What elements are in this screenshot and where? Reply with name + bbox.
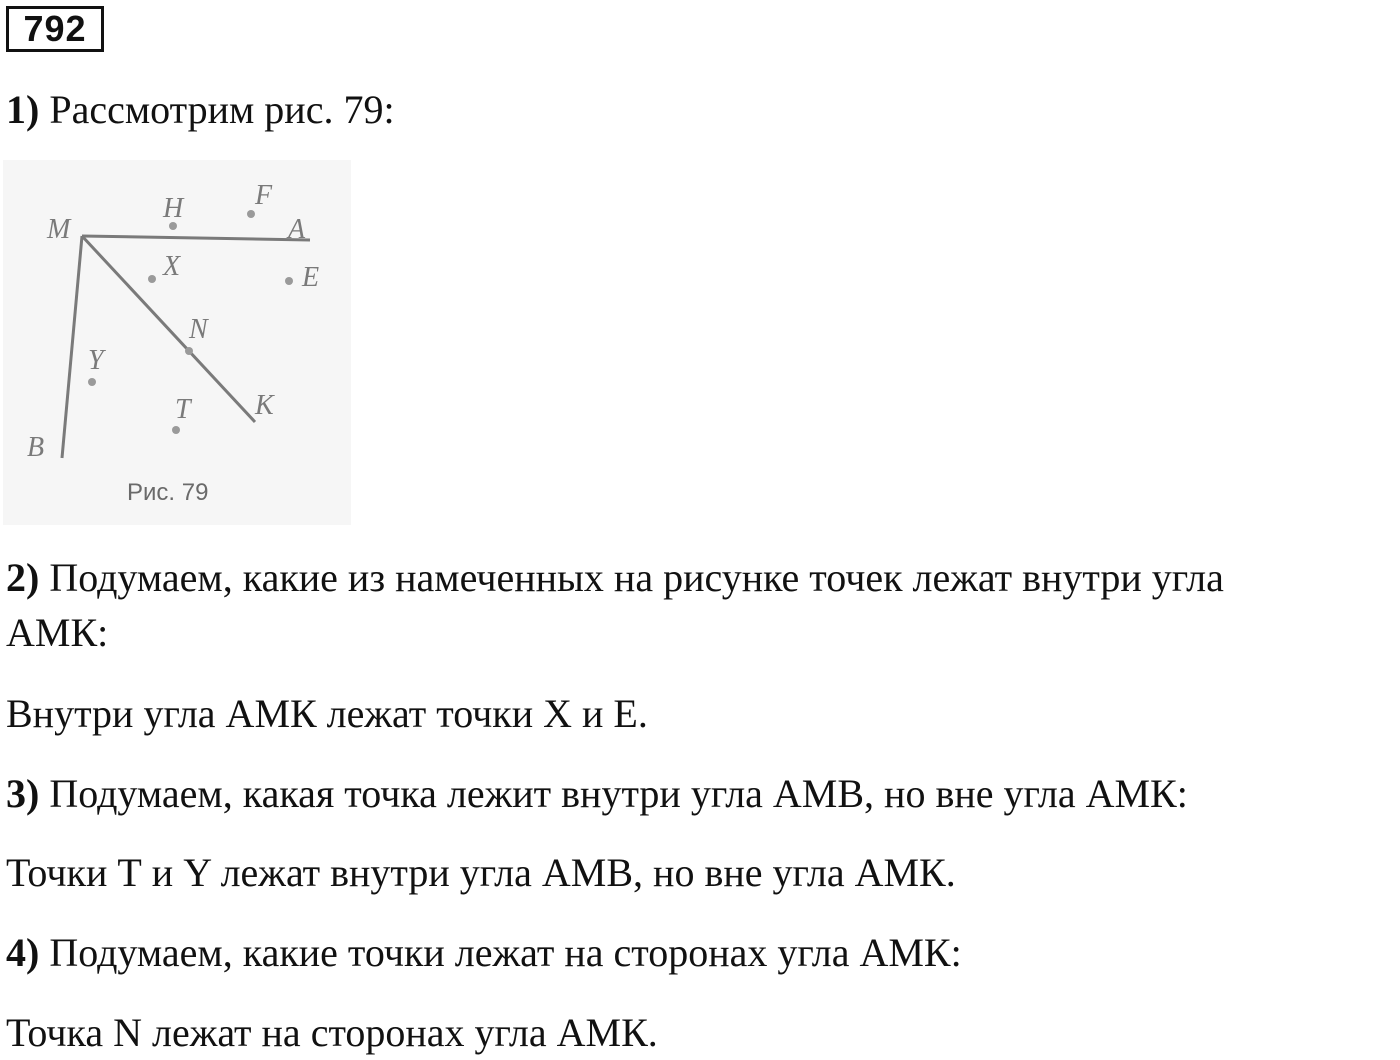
label-y: Y [88,345,104,376]
point-e [285,277,293,285]
label-h: H [163,193,184,224]
point-y [88,378,96,386]
step-4-number: 4) [6,930,40,975]
step-2 [6,554,1224,602]
figure-caption: Рис. 79 [127,479,209,506]
problem-number-box [6,6,104,52]
ray-mb [62,236,82,458]
label-k: K [255,390,274,421]
figure-79 [3,160,351,525]
step-1-text: Рассмотрим рис. 79: [39,87,395,132]
label-b: B [27,432,45,463]
step-2-number: 2) [6,555,40,600]
label-n: N [189,314,208,345]
step-1-number: 1) [6,87,40,132]
step-3-number: 3) [6,771,40,816]
problem-number: 792 [23,8,87,49]
label-m: M [47,214,71,245]
step-3-answer: Точки Т и Y лежат внутри угла АМВ, но вне угла АМК. [6,850,956,895]
step-3 [6,770,1188,818]
ray-ma [82,236,310,240]
label-f: F [255,180,273,211]
step-3-text: Подумаем, какая точка лежит внутри угла АМВ, но вне угла АМК: [39,771,1188,816]
point-f [247,210,255,218]
step-1 [6,86,395,134]
label-e: E [302,262,320,293]
point-x [148,275,156,283]
step-4-text: Подумаем, какие точки лежат на сторонах угла АМК: [39,930,962,975]
step-4 [6,929,962,977]
point-t [172,426,180,434]
label-x: X [163,251,181,282]
point-n [185,347,193,355]
label-t: T [175,394,191,425]
step-2-answer: Внутри угла АМК лежат точки X и Е. [6,691,648,736]
step-2-text: Подумаем, какие из намеченных на рисунке точек лежат внутри угла [39,555,1224,600]
angle-diagram [3,160,351,525]
step-2-continuation: АМК: [6,610,109,655]
step-4-answer: Точка N лежат на сторонах угла АМК. [6,1010,658,1055]
label-a: A [288,214,306,245]
